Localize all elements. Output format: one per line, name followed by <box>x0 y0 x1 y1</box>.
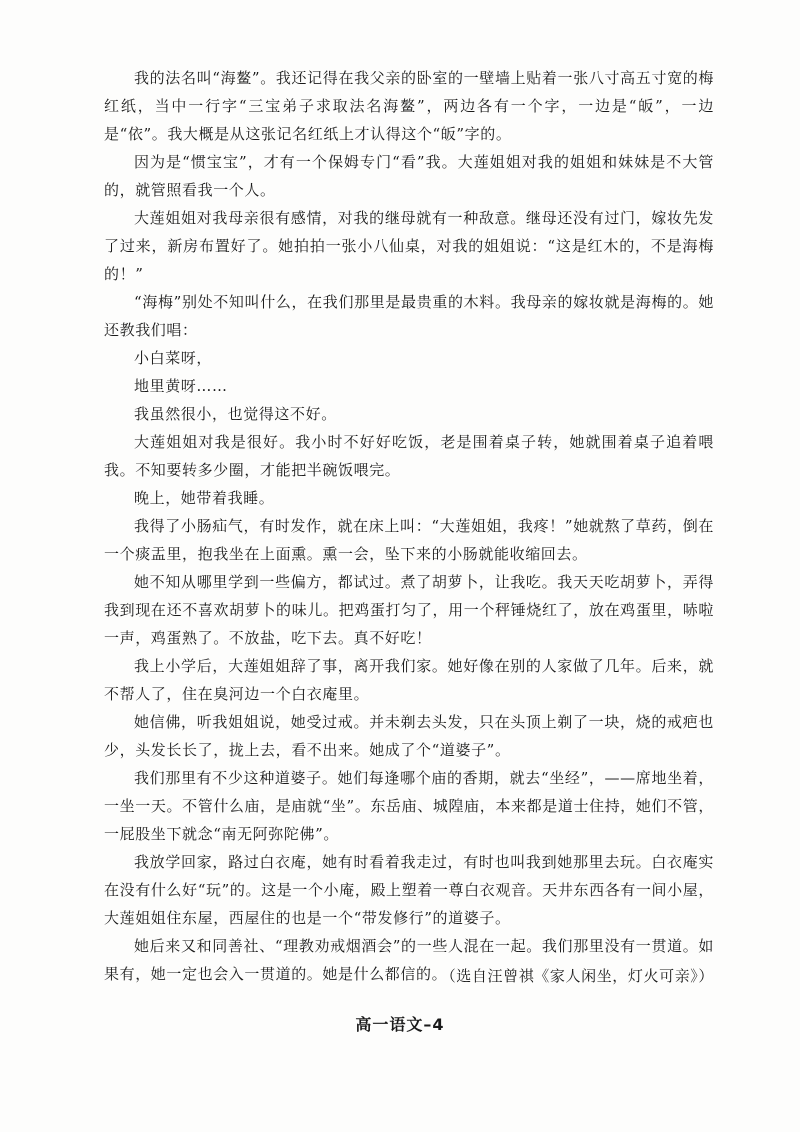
paragraph: 我得了小肠疝气，有时发作，就在床上叫：“大莲姐姐，我疼！”她就熬了草药，倒在一个痰盂里，抱我坐在上面熏。熏一会，坠下来的小肠就能收缩回去。 <box>104 517 714 563</box>
article-body <box>104 64 714 988</box>
paragraph: 晚上，她带着我睡。 <box>134 489 275 507</box>
source-citation: （选自汪曾祺《家人闲坐，灯火可亲》） <box>440 967 714 985</box>
paragraph: “海梅”别处不知叫什么，在我们那里是最贵重的木料。我母亲的嫁妆就是海梅的。她还教我们唱： <box>104 293 714 339</box>
paragraph: 她不知从哪里学到一些偏方，都试过。煮了胡萝卜，让我吃。我天天吃胡萝卜，弄得我到现在还不喜欢胡萝卜的味儿。把鸡蛋打匀了，用一个秤锤烧红了，放在鸡蛋里，哧啦一声，鸡蛋熟了。不放盐，吃下去。真不好吃！ <box>104 573 714 647</box>
paragraph: 她后来又和同善社、“理教劝戒烟酒会”的一些人混在一起。我们那里没有一贯道。如果有，她一定也会入一贯道的。她是什么都信的。 <box>104 937 714 983</box>
paragraph: 她信佛，听我姐姐说，她受过戒。并未剃去头发，只在头顶上剃了一块，烧的戒疤也少，头发长长了，拢上去，看不出来。她成了个“道婆子”。 <box>104 713 714 759</box>
paragraph: 大莲姐姐对我母亲很有感情，对我的继母就有一种敌意。继母还没有过门，嫁妆先发了过来，新房布置好了。她拍拍一张小八仙桌，对我的姐姐说：“这是红木的，不是海梅的！” <box>104 209 714 283</box>
song-line: 地里黄呀…… <box>134 377 228 395</box>
paragraph: 我的法名叫“海鳌”。我还记得在我父亲的卧室的一壁墙上贴着一张八寸高五寸宽的梅红纸，当中一行字“三宝弟子求取法名海鳌”，两边各有一个字，一边是“皈”，一边是“依”。我大概是从这张记名红纸上才认得这个“皈”字的。 <box>104 69 714 143</box>
paragraph: 我上小学后，大莲姐姐辞了事，离开我们家。她好像在别的人家做了几年。后来，就不帮人了，住在臭河边一个白衣庵里。 <box>104 657 714 703</box>
paragraph: 我们那里有不少这种道婆子。她们每逢哪个庙的香期，就去“坐经”，——席地坐着，一坐一天。不管什么庙，是庙就“坐”。东岳庙、城隍庙，本来都是道士住持，她们不管，一屁股坐下就念“南无阿弥陀佛”。 <box>104 769 714 843</box>
song-line: 小白菜呀， <box>134 349 213 367</box>
paragraph: 我放学回家，路过白衣庵，她有时看着我走过，有时也叫我到她那里去玩。白衣庵实在没有什么好“玩”的。这是一个小庵，殿上塑着一尊白衣观音。天井东西各有一间小屋，大莲姐姐住东屋，西屋住的也是一个“带发修行”的道婆子。 <box>104 853 714 927</box>
page-footer: 高一语文–4 <box>355 1015 445 1034</box>
paragraph: 我虽然很小，也觉得这不好。 <box>134 405 337 423</box>
paragraph: 大莲姐姐对我是很好。我小时不好好吃饭，老是围着桌子转，她就围着桌子追着喂我。不知要转多少圈，才能把半碗饭喂完。 <box>104 433 714 479</box>
paragraph: 因为是“惯宝宝”，才有一个保姆专门“看”我。大莲姐姐对我的姐姐和妹妹是不大管的，就管照看我一个人。 <box>104 153 714 199</box>
